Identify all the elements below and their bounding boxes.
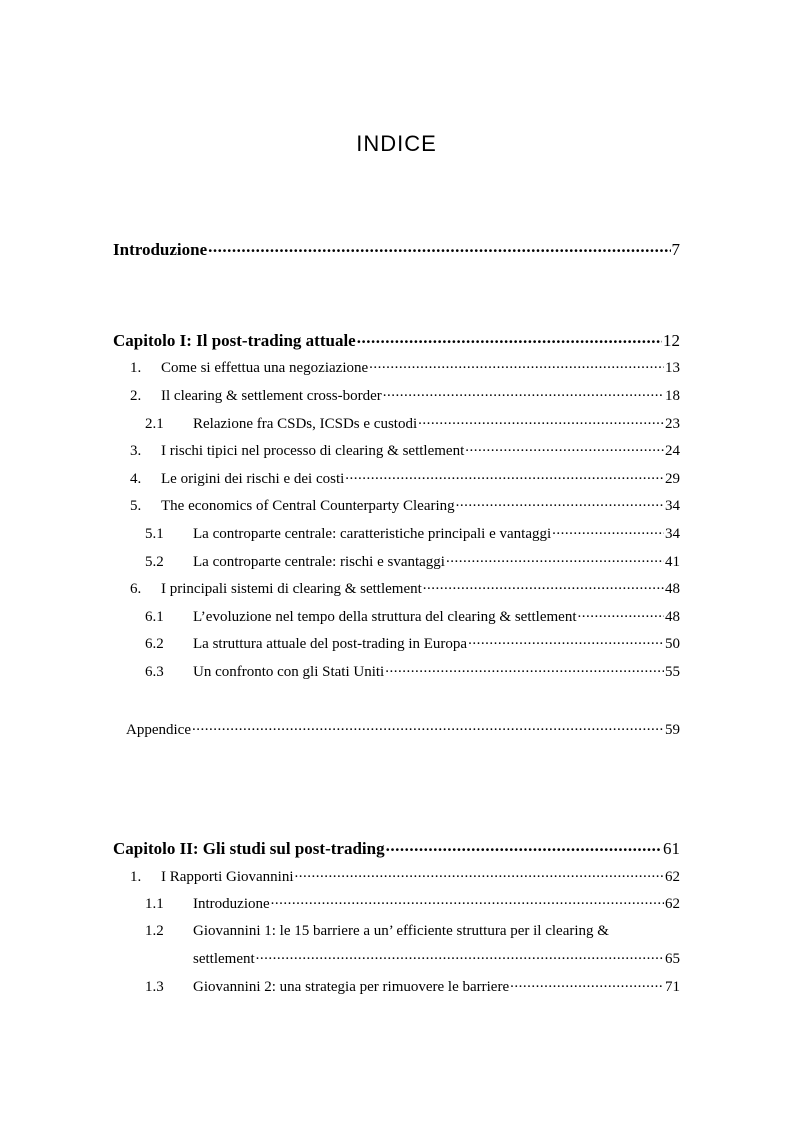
dot-leader [357,329,662,346]
toc-num: 2. [130,388,142,404]
toc-num: 6.2 [145,636,164,652]
toc-label: Introduzione [113,240,208,259]
toc-chapter-2[interactable] [113,837,680,859]
toc-page: 59 [665,722,680,738]
toc-label: Giovannini 1: le 15 barriere a un’ efficiente struttura per il clearing & [193,923,609,939]
toc-page: 55 [665,664,680,680]
dot-leader [456,495,664,510]
toc-page: 34 [665,498,680,514]
dot-leader [465,440,664,455]
page-title: INDICE [356,131,437,156]
dot-leader [423,578,664,593]
toc-num: 1. [130,360,142,376]
toc-subitem[interactable] [145,523,680,544]
dot-leader [510,976,664,991]
toc-page: 7 [671,240,680,259]
toc-num: 1.1 [145,896,164,912]
toc-num: 5.2 [145,554,164,570]
dot-leader [578,606,665,621]
toc-page: 48 [665,609,680,625]
toc-label: Appendice [126,722,191,738]
toc-appendix[interactable] [126,719,680,740]
toc-page: 61 [663,839,680,858]
toc-item[interactable] [130,578,680,599]
toc-page: 34 [665,526,680,542]
toc-item[interactable] [130,357,680,378]
toc-item[interactable] [130,468,680,489]
toc-page: 65 [665,951,680,967]
toc-num: 5.1 [145,526,164,542]
toc-label: Come si effettua una negoziazione [161,360,369,376]
toc-label: settlement [193,951,255,967]
dot-leader [345,468,664,483]
toc-page: 50 [665,636,680,652]
toc-num: 6.1 [145,609,164,625]
toc-item[interactable] [130,385,680,406]
toc-num: 4. [130,471,142,487]
toc-label: La controparte centrale: rischi e svantaggi [193,554,445,570]
toc-page: 62 [665,896,680,912]
dot-leader [256,948,664,963]
toc-page: 41 [665,554,680,570]
toc-num: 1. [130,869,142,885]
toc-subitem[interactable] [145,921,680,941]
dot-leader [446,551,664,566]
dot-leader [208,238,670,255]
toc-subitem-continuation[interactable] [193,948,680,969]
dot-leader [192,719,664,734]
toc-page: 29 [665,471,680,487]
toc-subitem[interactable] [145,633,680,654]
toc-subitem[interactable] [145,551,680,572]
toc-page: 24 [665,443,680,459]
dot-leader [383,385,664,400]
dot-leader [271,893,664,908]
dot-leader [369,357,664,372]
dot-leader [385,661,664,676]
toc-label: Relazione fra CSDs, ICSDs e custodi [193,416,418,432]
toc-page: 13 [665,360,680,376]
toc-intro[interactable] [113,238,680,260]
toc-subitem[interactable] [145,413,680,434]
toc-label: I principali sistemi di clearing & settlement [161,581,422,597]
toc-num: 3. [130,443,142,459]
toc-subitem[interactable] [145,661,680,682]
toc-label: Le origini dei rischi e dei costi [161,471,345,487]
toc-page: 12 [663,331,680,350]
toc-item[interactable] [130,495,680,516]
toc-page: 18 [665,388,680,404]
toc-num: 1.3 [145,979,164,995]
dot-leader [468,633,664,648]
toc-label: I rischi tipici nel processo di clearing & settlement [161,443,465,459]
dot-leader [386,837,662,854]
toc-item[interactable] [130,866,680,887]
toc-page: 48 [665,581,680,597]
toc-chapter-1[interactable] [113,329,680,351]
toc-page: 71 [665,979,680,995]
dot-leader [552,523,664,538]
toc-label: The economics of Central Counterparty Clearing [161,498,455,514]
toc-label: Capitolo II: Gli studi sul post-trading [113,839,385,858]
toc-label: La struttura attuale del post-trading in Europa [193,636,468,652]
toc-num: 6.3 [145,664,164,680]
dot-leader [418,413,664,428]
toc-label: Giovannini 2: una strategia per rimuovere le barriere [193,979,510,995]
toc-num: 1.2 [145,923,164,939]
toc-num: 5. [130,498,142,514]
toc-label: Il clearing & settlement cross-border [161,388,382,404]
toc-subitem[interactable] [145,976,680,997]
toc-subitem[interactable] [145,893,680,914]
dot-leader [294,866,664,881]
toc-num: 6. [130,581,142,597]
toc-label: La controparte centrale: caratteristiche principali e vantaggi [193,526,552,542]
toc-page: 23 [665,416,680,432]
toc-num: 2.1 [145,416,164,432]
toc-label: Introduzione [193,896,270,912]
toc-page: 62 [665,869,680,885]
toc-label: Un confronto con gli Stati Uniti [193,664,385,680]
toc-subitem[interactable] [145,606,680,627]
toc-label: Capitolo I: Il post-trading attuale [113,331,356,350]
toc-item[interactable] [130,440,680,461]
toc-label: I Rapporti Giovannini [161,869,294,885]
toc-label: L’evoluzione nel tempo della struttura del clearing & settlement [193,609,577,625]
